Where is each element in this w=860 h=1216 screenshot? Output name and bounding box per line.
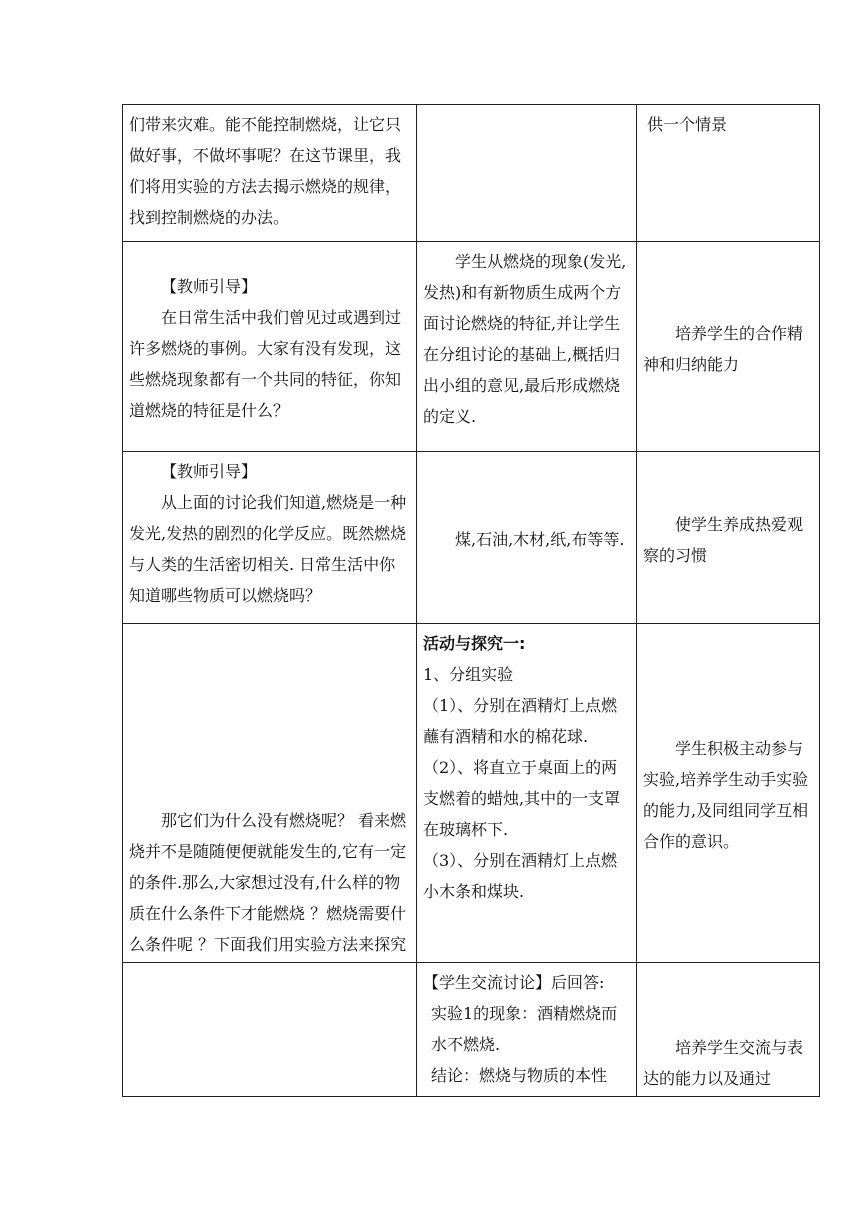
- table-row: [123, 963, 820, 1097]
- teacher-activity-cell: [123, 963, 417, 1097]
- cell-text: 结论：燃烧与物质的本性: [431, 1066, 608, 1085]
- student-activity-cell: [417, 963, 637, 1097]
- cell-text: （2）、将直立于桌面上的两支燃着的蜡烛,其中的一支罩在玻璃杯下.: [423, 758, 621, 839]
- cell-text: 实验1的现象：酒精燃烧而水不燃烧.: [431, 1004, 618, 1054]
- cell-text: 供一个情景: [647, 115, 728, 134]
- design-intent-cell: [637, 242, 820, 452]
- cell-text: 学生从燃烧的现象(发光,发热)和有新物质生成两个方面讨论燃烧的特征,并让学生在分组讨论的基础上,概括归出小组的意见,最后形成燃烧的定义.: [423, 252, 627, 426]
- cell-text: 使学生养成热爱观察的习惯: [643, 514, 804, 565]
- student-activity-cell: [417, 452, 637, 624]
- cell-text: 从上面的讨论我们知道,燃烧是一种发光,发热的剧烈的化学反应。既然燃烧与人类的生活密切相关. 日常生活中你知道哪些物质可以燃烧吗？: [129, 493, 407, 605]
- cell-text: 煤,石油,木材,纸,布等等.: [455, 530, 625, 549]
- cell-heading: 【教师引导】: [161, 277, 258, 296]
- cell-text: 培养学生交流与表达的能力以及通过: [643, 1038, 804, 1088]
- cell-text: 培养学生的合作精神和归纳能力: [643, 323, 804, 374]
- design-intent-cell: [637, 963, 820, 1097]
- table-row: [123, 242, 820, 452]
- student-activity-cell: [417, 624, 637, 963]
- cell-heading: 【教师引导】: [161, 462, 258, 481]
- activity-heading: 活动与探究一:: [423, 634, 526, 653]
- lesson-plan-table: [122, 104, 820, 1097]
- table-row: [123, 624, 820, 963]
- cell-text: （1）、分别在酒精灯上点燃蘸有酒精和水的棉花球.: [423, 696, 618, 746]
- cell-text: 1、分组实验: [423, 665, 514, 684]
- teacher-activity-cell: [123, 105, 417, 242]
- table-row: [123, 105, 820, 242]
- design-intent-cell: [637, 452, 820, 624]
- cell-text: 【学生交流讨论】后回答:: [423, 973, 605, 992]
- cell-text: 学生积极主动参与实验,培养学生动手实验的能力,及同组同学互相合作的意识。: [643, 739, 809, 851]
- cell-text: 那它们为什么没有燃烧呢？ 看来燃烧并不是随随便便就能发生的,它有一定的条件.那么,大家想过没有,什么样的物质在什么条件下才能燃烧 ？燃烧需要什么条件呢 ？下面我们用实验方法来探究: [129, 811, 407, 954]
- cell-text: 在日常生活中我们曾见过或遇到过许多燃烧的事例。大家有没有发现，这些燃烧现象都有一个共同的特征，你知道燃烧的特征是什么？: [129, 308, 402, 420]
- cell-text: 们带来灾难。能不能控制燃烧，让它只做好事，不做坏事呢？在这节课里，我们将用实验的方法去揭示燃烧的规律，找到控制燃烧的办法。: [129, 115, 402, 227]
- design-intent-cell: [637, 105, 820, 242]
- design-intent-cell: [637, 624, 820, 963]
- teacher-activity-cell: [123, 624, 417, 963]
- teacher-activity-cell: [123, 452, 417, 624]
- student-activity-cell: [417, 242, 637, 452]
- teacher-activity-cell: [123, 242, 417, 452]
- cell-text: （3）、分别在酒精灯上点燃小木条和煤块.: [423, 851, 618, 901]
- table-row: [123, 452, 820, 624]
- student-activity-cell: [417, 105, 637, 242]
